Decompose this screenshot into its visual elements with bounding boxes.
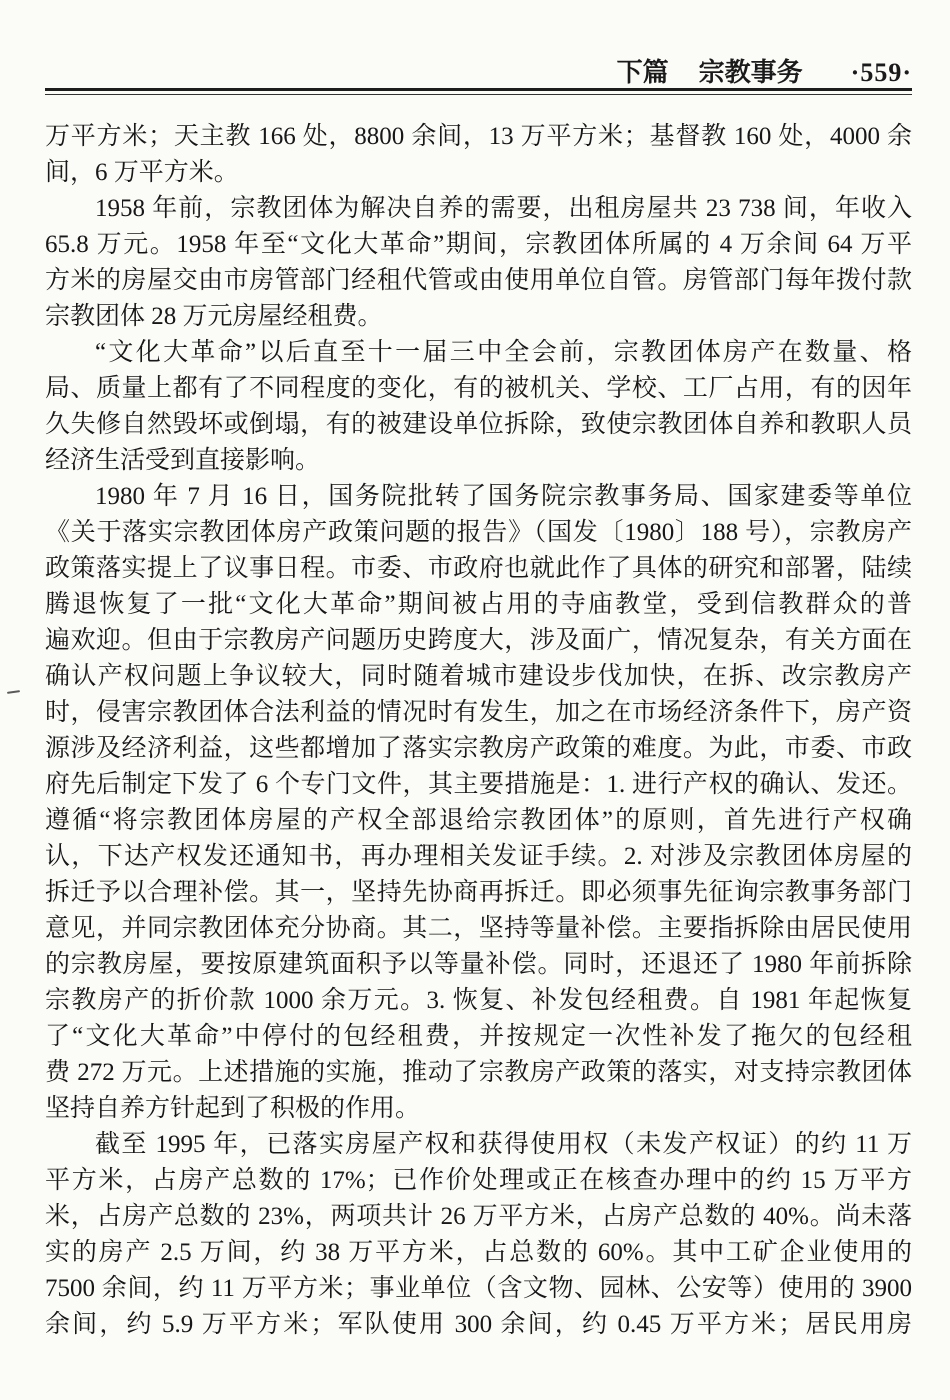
text-line: 时，侵害宗教团体合法利益的情况时有发生，加之在市场经济条件下，房产资: [45, 699, 912, 726]
text-line: 源涉及经济利益，这些都增加了落实宗教房产政策的难度。为此，市委、市政: [45, 735, 912, 762]
text-line: 坚持自养方针起到了积极的作用。: [45, 1095, 421, 1122]
text-line: 确认产权问题上争议较大，同时随着城市建设步伐加快，在拆、改宗教房产: [45, 663, 912, 690]
text-line: 《关于落实宗教团体房产政策问题的报告》（国发〔1980〕188 号），宗教房产: [45, 519, 912, 546]
text-line: 实的房产 2.5 万间，约 38 万平方米，占总数的 60%。其中工矿企业使用的: [45, 1239, 912, 1266]
header-rule: [45, 88, 912, 95]
text-line: 拆迁予以合理补偿。其一，坚持先协商再拆迁。即必须事先征询宗教事务部门: [45, 879, 912, 906]
text-line: 经济生活受到直接影响。: [45, 447, 321, 474]
text-line: 方米的房屋交由市房管部门经租代管或由使用单位自管。房管部门每年拨付款: [45, 267, 912, 294]
text-line: 政策落实提上了议事日程。市委、市政府也就此作了具体的研究和部署，陆续: [45, 555, 912, 582]
text-line: 1958 年前，宗教团体为解决自养的需要，出租房屋共 23 738 间，年收入: [95, 195, 912, 222]
text-line: 费 272 万元。上述措施的实施，推动了宗教房产政策的落实，对支持宗教团体: [45, 1059, 912, 1086]
text-line: 7500 余间，约 11 万平方米；事业单位（含文物、园林、公安等）使用的 3900: [45, 1275, 912, 1302]
text-line: 腾退恢复了一批“文化大革命”期间被占用的寺庙教堂，受到信教群众的普: [45, 591, 912, 618]
header-section: 下篇: [616, 58, 669, 87]
text-line: 的宗教房屋，要按原建筑面积予以等量补偿。同时，还退还了 1980 年前拆除: [45, 951, 912, 978]
running-header: [45, 52, 912, 89]
text-line: 65.8 万元。1958 年至“文化大革命”期间，宗教团体所属的 4 万余间 64 万平: [45, 231, 912, 258]
text-line: 遵循“将宗教团体房屋的产权全部退给宗教团体”的原则，首先进行产权确: [45, 807, 912, 834]
text-line: 截至 1995 年，已落实房屋产权和获得使用权（未发产权证）的约 11 万: [95, 1131, 912, 1158]
text-line: 平方米，占房产总数的 17%；已作价处理或正在核查办理中的约 15 万平方: [45, 1167, 912, 1194]
text-line: 府先后制定下发了 6 个专门文件，其主要措施是：1. 进行产权的确认、发还。: [45, 771, 912, 798]
text-line: 局、质量上都有了不同程度的变化，有的被机关、学校、工厂占用，有的因年: [45, 375, 912, 402]
text-line: 久失修自然毁坏或倒塌，有的被建设单位拆除，致使宗教团体自养和教职人员: [45, 411, 912, 438]
text-line: 间，6 万平方米。: [45, 159, 239, 186]
text-line: 1980 年 7 月 16 日，国务院批转了国务院宗教事务局、国家建委等单位: [95, 483, 912, 510]
text-line: 宗教房产的折价款 1000 余万元。3. 恢复、补发包经租费。自 1981 年起恢复: [45, 987, 912, 1014]
text-line: 意见，并同宗教团体充分协商。其二，坚持等量补偿。主要指拆除由居民使用: [45, 915, 912, 942]
text-line: 了“文化大革命”中停付的包经租费，并按规定一次性补发了拖欠的包经租: [45, 1023, 912, 1050]
body-text: [45, 119, 912, 1343]
text-line: 万平方米；天主教 166 处，8800 余间，13 万平方米；基督教 160 处，4000 余: [45, 123, 912, 150]
text-line: 遍欢迎。但由于宗教房产问题历史跨度大，涉及面广，情况复杂，有关方面在: [45, 627, 912, 654]
header-chapter-title: 宗教事务: [698, 58, 803, 87]
text-line: “文化大革命”以后直至十一届三中全会前，宗教团体房产在数量、格: [95, 339, 912, 366]
text-line: 余间，约 5.9 万平方米；军队使用 300 余间，约 0.45 万平方米；居民用房: [45, 1311, 912, 1338]
margin-scan-mark: [7, 690, 20, 694]
text-line: 宗教团体 28 万元房屋经租费。: [45, 303, 383, 330]
text-line: 米，占房产总数的 23%，两项共计 26 万平方米，占房产总数的 40%。尚未落: [45, 1203, 912, 1230]
text-line: 认，下达产权发还通知书，再办理相关发证手续。2. 对涉及宗教团体房屋的: [45, 843, 912, 870]
page-number: ·559·: [850, 58, 912, 87]
